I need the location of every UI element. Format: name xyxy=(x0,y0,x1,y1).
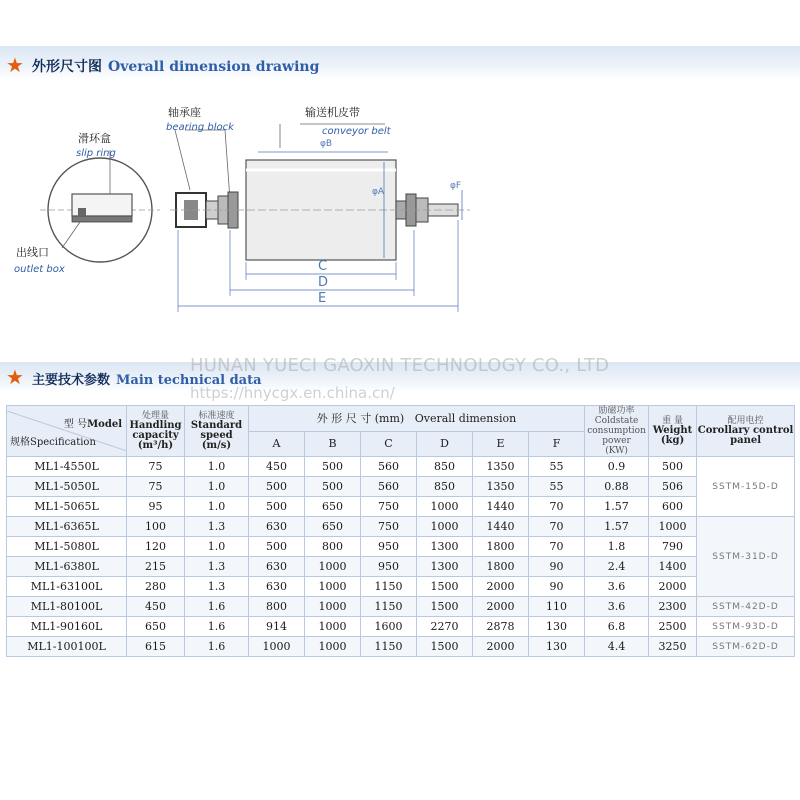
table-row xyxy=(7,457,795,477)
table-cell: 1.6 xyxy=(185,617,249,637)
table-cell: 1000 xyxy=(305,597,361,617)
table-cell: 1.57 xyxy=(585,497,649,517)
table-cell: 1.6 xyxy=(185,597,249,617)
table-cell: 2000 xyxy=(649,577,697,597)
table-cell: ML1-63100L xyxy=(7,577,127,597)
table-cell: 1000 xyxy=(649,517,697,537)
table-cell: 914 xyxy=(249,617,305,637)
tech-title-cn: 主要技术参数 xyxy=(32,373,111,388)
table-cell: 1500 xyxy=(417,597,473,617)
table-cell: 1000 xyxy=(305,577,361,597)
speed-header xyxy=(185,406,249,457)
watermark-url: https://hnycgx.en.china.cn/ xyxy=(190,384,395,402)
handling-header xyxy=(127,406,185,457)
slip-ring-label-cn: 滑环盒 xyxy=(78,132,111,145)
table-row xyxy=(7,637,795,657)
table-cell: 850 xyxy=(417,457,473,477)
table-row xyxy=(7,497,795,517)
table-cell: 1000 xyxy=(417,517,473,537)
table-cell: ML1-5080L xyxy=(7,537,127,557)
table-cell: 2300 xyxy=(649,597,697,617)
handling-header-unit: (m³/h) xyxy=(137,440,174,451)
table-cell: 500 xyxy=(305,457,361,477)
table-cell: 2000 xyxy=(473,597,529,617)
table-cell: 2000 xyxy=(473,577,529,597)
belt-label-en: conveyor belt xyxy=(322,126,391,137)
table-cell: 1300 xyxy=(417,537,473,557)
dim-phi-f: φF xyxy=(450,181,462,191)
table-cell: 55 xyxy=(529,477,585,497)
table-cell: 500 xyxy=(249,477,305,497)
model-header-cn: 型 号 xyxy=(63,419,88,430)
handling-header-cn: 处理量 xyxy=(141,411,169,421)
dim-phi-b: φB xyxy=(320,139,333,149)
table-cell: 1.3 xyxy=(185,517,249,537)
table-cell: ML1-80100L xyxy=(7,597,127,617)
table-cell: 500 xyxy=(305,477,361,497)
star-icon-2: ★ xyxy=(6,365,24,389)
table-cell: 1800 xyxy=(473,537,529,557)
table-cell: 1800 xyxy=(473,557,529,577)
weight-header-unit: (kg) xyxy=(660,435,685,446)
drawing-title-cn: 外形尺寸图 xyxy=(32,59,102,75)
table-cell: ML1-5050L xyxy=(7,477,127,497)
dim-e: E xyxy=(318,291,327,306)
table-cell: 1500 xyxy=(417,577,473,597)
table-cell: 1150 xyxy=(361,637,417,657)
panel-header xyxy=(697,406,795,457)
table-cell: 1.6 xyxy=(185,637,249,657)
dimension-drawing xyxy=(0,90,800,330)
table-cell: 790 xyxy=(649,537,697,557)
table-cell: 630 xyxy=(249,557,305,577)
table-cell: ML1-6365L xyxy=(7,517,127,537)
table-cell: 130 xyxy=(529,637,585,657)
table-cell: ML1-90160L xyxy=(7,617,127,637)
table-cell: 1350 xyxy=(473,477,529,497)
table-cell: 1.3 xyxy=(185,577,249,597)
speed-header-cn: 标准速度 xyxy=(198,411,235,421)
table-cell: 6.8 xyxy=(585,617,649,637)
table-cell: 1150 xyxy=(361,597,417,617)
table-cell: 560 xyxy=(361,477,417,497)
table-cell: 75 xyxy=(127,457,185,477)
table-cell: 1000 xyxy=(249,637,305,657)
table-cell: 2.4 xyxy=(585,557,649,577)
table-cell: 1350 xyxy=(473,457,529,477)
table-cell: 1.0 xyxy=(185,537,249,557)
table-cell: 0.88 xyxy=(585,477,649,497)
table-cell: ML1-5065L xyxy=(7,497,127,517)
table-row xyxy=(7,477,795,497)
weight-header-en: Weight xyxy=(652,425,693,436)
control-panel-cell: SSTM-15D-D xyxy=(697,457,795,517)
model-header-en: Model xyxy=(87,419,122,430)
bearing-label-cn: 轴承座 xyxy=(168,106,201,119)
dim-phi-a: φA xyxy=(372,187,385,197)
table-cell: 600 xyxy=(649,497,697,517)
table-cell: 2500 xyxy=(649,617,697,637)
table-cell: 500 xyxy=(649,457,697,477)
table-cell: 280 xyxy=(127,577,185,597)
table-cell: 3.6 xyxy=(585,597,649,617)
table-cell: 100 xyxy=(127,517,185,537)
table-row xyxy=(7,577,795,597)
model-spec-header xyxy=(7,406,127,457)
table-cell: 950 xyxy=(361,537,417,557)
control-panel-cell: SSTM-31D-D xyxy=(697,517,795,597)
dim-col-c: C xyxy=(361,431,417,457)
table-cell: 1.0 xyxy=(185,497,249,517)
dim-col-b: B xyxy=(305,431,361,457)
table-cell: 615 xyxy=(127,637,185,657)
table-cell: 1.0 xyxy=(185,457,249,477)
table-cell: 70 xyxy=(529,497,585,517)
table-cell: 750 xyxy=(361,497,417,517)
table-row xyxy=(7,597,795,617)
table-cell: ML1-6380L xyxy=(7,557,127,577)
drawing-title-en: Overall dimension drawing xyxy=(108,59,320,75)
power-header-unit: (KW) xyxy=(605,446,628,456)
table-cell: 1.3 xyxy=(185,557,249,577)
table-cell: 500 xyxy=(249,497,305,517)
table-cell: 70 xyxy=(529,517,585,537)
dimension-header xyxy=(249,406,585,432)
power-header xyxy=(585,406,649,457)
table-cell: 950 xyxy=(361,557,417,577)
table-cell: 90 xyxy=(529,577,585,597)
table-cell: 1000 xyxy=(417,497,473,517)
table-cell: 1.0 xyxy=(185,477,249,497)
dim-col-d: D xyxy=(417,431,473,457)
watermark-company: HUNAN YUECI GAOXIN TECHNOLOGY CO., LTD xyxy=(190,355,610,376)
table-cell: 506 xyxy=(649,477,697,497)
tech-title-en: Main technical data xyxy=(116,373,262,388)
dim-col-e: E xyxy=(473,431,529,457)
table-cell: 2270 xyxy=(417,617,473,637)
drawing-section-title xyxy=(32,56,319,76)
control-panel-cell: SSTM-42D-D xyxy=(697,597,795,617)
panel-header-en: Corollary control panel xyxy=(697,425,794,446)
control-panel-cell: SSTM-93D-D xyxy=(697,617,795,637)
table-cell: 630 xyxy=(249,517,305,537)
belt-label-cn: 输送机皮带 xyxy=(305,106,360,119)
table-row xyxy=(7,557,795,577)
table-cell: 800 xyxy=(305,537,361,557)
table-cell: 450 xyxy=(127,597,185,617)
weight-header-cn: 重 量 xyxy=(662,416,683,426)
spec-header-cn: 规格 xyxy=(10,437,30,448)
outlet-box-label-cn: 出线口 xyxy=(16,246,49,259)
dim-col-a: A xyxy=(249,431,305,457)
table-cell: 650 xyxy=(305,517,361,537)
weight-header xyxy=(649,406,697,457)
table-cell: 650 xyxy=(305,497,361,517)
bearing-label-en: bearing block xyxy=(166,122,234,133)
table-cell: 850 xyxy=(417,477,473,497)
table-cell: 450 xyxy=(249,457,305,477)
table-cell: 650 xyxy=(127,617,185,637)
dimension-header-en: Overall dimension xyxy=(414,412,517,426)
panel-header-cn: 配用电控 xyxy=(727,416,764,426)
dim-col-f: F xyxy=(529,431,585,457)
table-cell: 1.8 xyxy=(585,537,649,557)
table-row xyxy=(7,517,795,537)
star-icon: ★ xyxy=(6,53,24,77)
power-header-cn: 励磁功率 xyxy=(598,406,635,416)
technical-data-table xyxy=(6,405,795,657)
table-row xyxy=(7,617,795,637)
table-cell: 3250 xyxy=(649,637,697,657)
table-cell: 1000 xyxy=(305,637,361,657)
table-cell: 120 xyxy=(127,537,185,557)
handling-header-en: Handling capacity xyxy=(129,420,182,441)
table-cell: 630 xyxy=(249,577,305,597)
table-cell: 1.57 xyxy=(585,517,649,537)
slip-ring-label-en: slip ring xyxy=(76,148,116,159)
table-cell: ML1-4550L xyxy=(7,457,127,477)
table-cell: 75 xyxy=(127,477,185,497)
table-cell: 110 xyxy=(529,597,585,617)
table-cell: 130 xyxy=(529,617,585,637)
outlet-box-label-en: outlet box xyxy=(14,264,65,275)
table-cell: 800 xyxy=(249,597,305,617)
table-cell: 1440 xyxy=(473,517,529,537)
table-cell: 1000 xyxy=(305,557,361,577)
table-cell: 500 xyxy=(249,537,305,557)
table-cell: 1600 xyxy=(361,617,417,637)
table-cell: 1440 xyxy=(473,497,529,517)
table-cell: 4.4 xyxy=(585,637,649,657)
table-cell: 560 xyxy=(361,457,417,477)
dim-c: C xyxy=(318,259,328,274)
dimension-header-cn: 外 形 尺 寸 (mm) xyxy=(316,412,405,426)
table-cell: ML1-100100L xyxy=(7,637,127,657)
table-cell: 0.9 xyxy=(585,457,649,477)
table-cell: 1000 xyxy=(305,617,361,637)
table-cell: 55 xyxy=(529,457,585,477)
power-header-en: Coldstate consumption power xyxy=(587,416,646,446)
dim-d: D xyxy=(318,275,329,290)
table-row xyxy=(7,537,795,557)
table-cell: 3.6 xyxy=(585,577,649,597)
table-cell: 1500 xyxy=(417,637,473,657)
table-cell: 70 xyxy=(529,537,585,557)
table-cell: 90 xyxy=(529,557,585,577)
table-body xyxy=(7,457,795,657)
table-cell: 1300 xyxy=(417,557,473,577)
table-cell: 2000 xyxy=(473,637,529,657)
table-cell: 1400 xyxy=(649,557,697,577)
spec-header-en: Specification xyxy=(30,437,96,448)
table-cell: 215 xyxy=(127,557,185,577)
table-cell: 750 xyxy=(361,517,417,537)
control-panel-cell: SSTM-62D-D xyxy=(697,637,795,657)
speed-header-en: Standard speed xyxy=(190,420,243,441)
speed-header-unit: (m/s) xyxy=(201,440,232,451)
table-cell: 2878 xyxy=(473,617,529,637)
table-cell: 95 xyxy=(127,497,185,517)
table-cell: 1150 xyxy=(361,577,417,597)
